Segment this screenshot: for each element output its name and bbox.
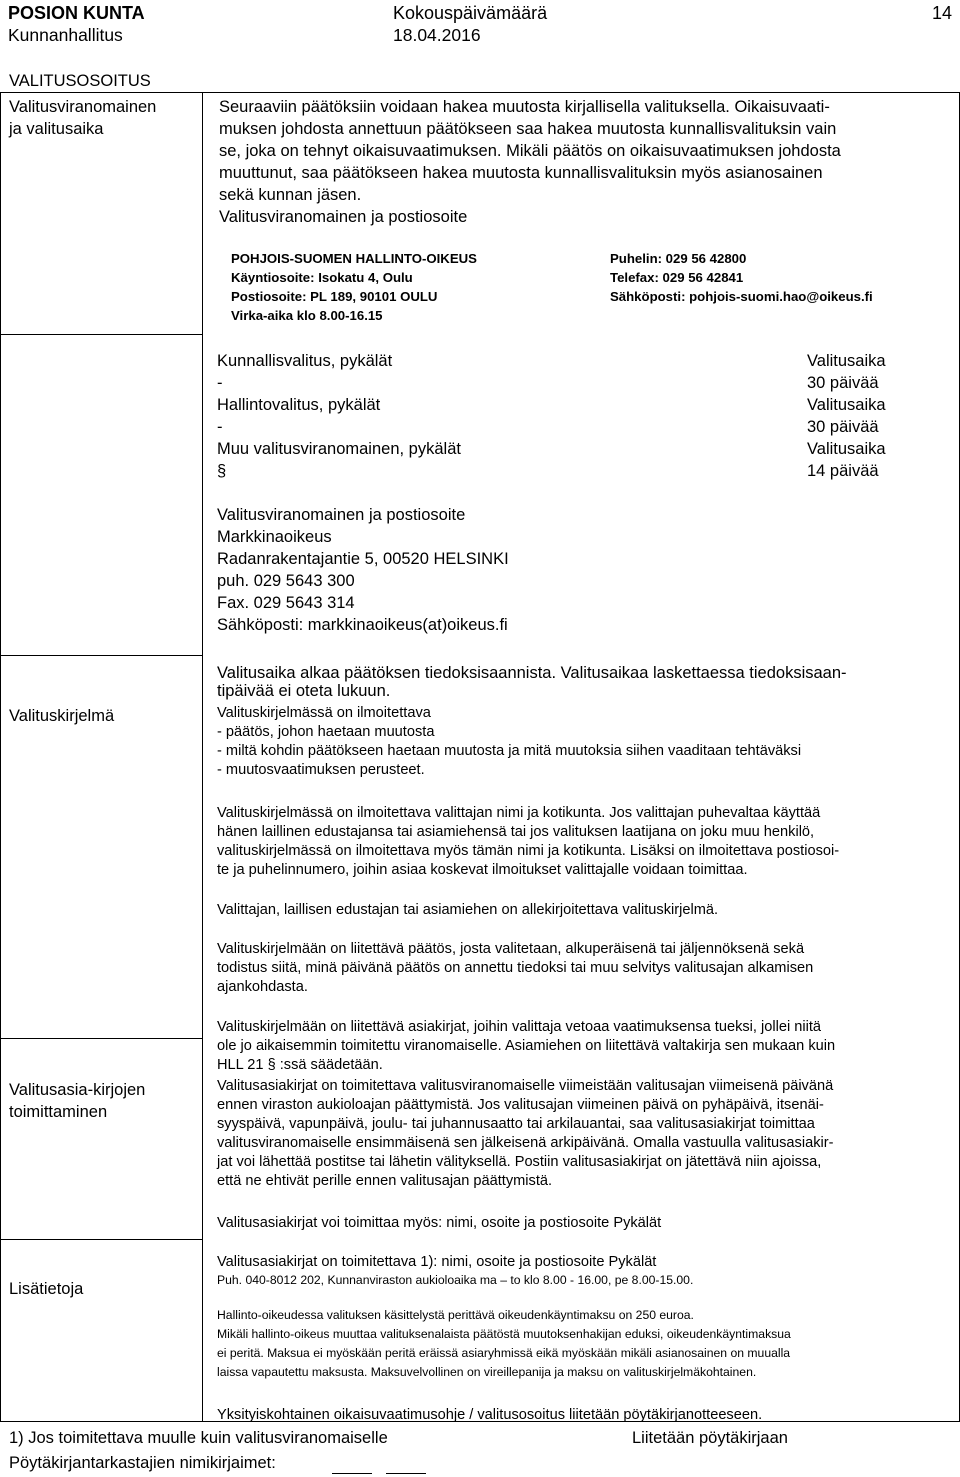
court-email: Sähköposti: pohjois-suomi.hao@oikeus.fi: [610, 289, 873, 304]
signature-label: Pöytäkirjantarkastajien nimikirjaimet:: [9, 1454, 276, 1472]
meeting-date-label: Kokouspäivämäärä: [393, 3, 548, 23]
appeal-time: 14 päivää: [807, 462, 879, 480]
delivery-para3: Valitusasiakirjat on toimitettava 1): nimi, osoite ja postiosoite Pykälät: [217, 1254, 657, 1270]
text-line: syyspäivä, vapunpäivä, joulu- tai juhannusaatto tai arkilauantai, saa valitusasiakirjat toimittaa: [217, 1116, 815, 1132]
section-title: VALITUSOSOITUS: [9, 72, 151, 90]
text-line: ajankohdasta.: [217, 979, 308, 995]
appeal-type-sections: -: [217, 418, 223, 436]
appeal-time-label: Valitusaika: [807, 352, 886, 370]
text-line: Valitusviranomainen ja postiosoite: [217, 506, 466, 524]
appeal-time-label: Valitusaika: [807, 440, 886, 458]
text-line: Fax. 029 5643 314: [217, 594, 355, 612]
appeal-time: 30 päivää: [807, 418, 879, 436]
appeal-type-label: Muu valitusviranomainen, pykälät: [217, 440, 461, 458]
label-authority-line1: Valitusviranomainen: [9, 98, 157, 116]
initials-line: [332, 1473, 372, 1474]
text-line: Valituskirjelmään on liitettävä asiakirjat, joihin valittaja vetoaa vaatimuksensa tueksi, jollei niitä: [217, 1019, 822, 1035]
text-line: te ja puhelinnumero, joihin asiaa koskevat ilmoitukset valittajalle voidaan toimittaa.: [217, 862, 748, 878]
text-line: hänen laillinen edustajansa tai asiamiehensä tai jos valituksen laatijana on joku muu henkilö,: [217, 824, 815, 840]
text-line: Valitusviranomainen ja postiosoite: [219, 208, 468, 226]
text-line: Seuraaviin päätöksiin voidaan hakea muutosta kirjallisella valituksella. Oikaisuvaati-: [219, 98, 830, 116]
text-line: muuttunut, saa päätökseen hakea muutosta kunnallisvalituksin myös asianosainen: [219, 164, 823, 182]
page-number: 14: [932, 3, 953, 23]
text-line: puh. 029 5643 300: [217, 572, 355, 590]
text-line: ole jo aikaisemmin toimitettu viranomaiselle. Asiamiehen on liitettävä valtakirja sen mukaan kuin: [217, 1038, 836, 1054]
appeal-letter-para3: Valittajan, laillisen edustajan tai asiamiehen on allekirjoitettava valituskirjelmä.: [217, 902, 719, 918]
text-line: Mikäli hallinto-oikeus muuttaa valituksenalaista päätöstä muutoksenhakijan eduksi, oikeudenkäyntimaksua: [217, 1327, 791, 1341]
label-appeal-letter: Valituskirjelmä: [9, 707, 115, 725]
label-authority-line2: ja valitusaika: [9, 120, 104, 138]
label-delivery-line2: toimittaminen: [9, 1103, 108, 1121]
text-line: HLL 21 § :ssä säädetään.: [217, 1057, 383, 1073]
appeal-type-label: Kunnallisvalitus, pykälät: [217, 352, 393, 370]
initials-line: [386, 1473, 426, 1474]
text-line: Puh. 040-8012 202, Kunnanviraston aukioloaika ma – to klo 8.00 - 16.00, pe 8.00-15.00.: [217, 1273, 694, 1287]
label-delivery-line1: Valitusasia-kirjojen: [9, 1081, 146, 1099]
text-line: että ne ehtivät perille ennen valitusajan päättymistä.: [217, 1173, 553, 1189]
text-line: ei peritä. Maksua ei myöskään peritä eräissä asiaryhmissä eikä myöskään mikäli asianosainen on muualla: [217, 1346, 791, 1360]
text-line: tipäivää ei oteta lukuun.: [217, 682, 391, 700]
attached-note: Liitetään pöytäkirjaan: [632, 1429, 788, 1447]
text-line: Valitusasiakirjat on toimitettava valitusviranomaiselle viimeistään valitusajan viimeisenä päivänä: [217, 1078, 834, 1094]
text-line: laissa vapautettu maksusta. Maksuvelvollinen on vireillepanija ja maksu on valituskirjelmäkohtainen.: [217, 1365, 757, 1379]
text-line: todistus siitä, minä päivänä päätös on annettu tiedoksi tai muu selvitys valitusajan alkamisen: [217, 960, 814, 976]
delivery-para2: Valitusasiakirjat voi toimittaa myös: nimi, osoite ja postiosoite Pykälät: [217, 1215, 662, 1231]
appeal-type-label: Hallintovalitus, pykälät: [217, 396, 381, 414]
footnote: 1) Jos toimitettava muulle kuin valitusviranomaiselle: [9, 1429, 388, 1447]
text-line: valitusviranomaiselle ensimmäisenä sen jälkeisenä arkipäivänä. Omalla vastuulla valitusasiakir-: [217, 1135, 834, 1151]
meeting-date: 18.04.2016: [393, 25, 481, 45]
text-line: muksen johdosta annettuun päätökseen saa hakea muutosta kunnallisvalituksin vain: [219, 120, 837, 138]
text-line: Hallinto-oikeudessa valituksen käsittelystä perittävä oikeudenkäyntimaksu on 250 euroa.: [217, 1308, 694, 1322]
text-line: - päätös, johon haetaan muutosta: [217, 724, 435, 740]
label-additional-info: Lisätietoja: [9, 1280, 84, 1298]
appeal-type-sections: -: [217, 374, 223, 392]
text-line: jat voi lähettää postitse tai lähetin välityksellä. Postiin valitusasiakirjat on jätettävä niin ajoissa,: [217, 1154, 822, 1170]
text-line: sekä kunnan jäsen.: [219, 186, 362, 204]
row-divider: [0, 1239, 202, 1240]
committee-name: Kunnanhallitus: [8, 25, 123, 45]
table-left-border: [0, 92, 1, 1422]
court-fax: Telefax: 029 56 42841: [610, 270, 744, 285]
text-line: Valitusaika alkaa päätöksen tiedoksisaannista. Valitusaikaa laskettaessa tiedoksisaan-: [217, 664, 847, 682]
court-postal-address: Postiosoite: PL 189, 90101 OULU: [231, 289, 438, 304]
court-name: POHJOIS-SUOMEN HALLINTO-OIKEUS: [231, 251, 477, 266]
row-divider: [0, 655, 202, 656]
text-line: valituskirjelmässä on ilmoitettava myös tämän nimi ja kotikunta. Lisäksi on ilmoitettava postiosoi-: [217, 843, 840, 859]
text-line: Radanrakentajantie 5, 00520 HELSINKI: [217, 550, 509, 568]
text-line: se, joka on tehnyt oikaisuvaatimuksen. Mikäli päätös on oikaisuvaatimuksen johdosta: [219, 142, 841, 160]
text-line: - muutosvaatimuksen perusteet.: [217, 762, 425, 778]
text-line: - miltä kohdin päätökseen haetaan muutosta ja mitä muutoksia siihen vaaditaan tehtäväksi: [217, 743, 802, 759]
row-divider: [0, 334, 202, 335]
appeal-time-label: Valitusaika: [807, 396, 886, 414]
table-top-border: [0, 92, 960, 93]
table-column-divider: [202, 92, 203, 1422]
row-divider: [0, 1038, 202, 1039]
text-line: Valituskirjelmään on liitettävä päätös, josta valitetaan, alkuperäisenä tai jäljennöksenä sekä: [217, 941, 805, 957]
appeal-time: 30 päivää: [807, 374, 879, 392]
text-line: Valituskirjelmässä on ilmoitettava valittajan nimi ja kotikunta. Jos valittajan puhevaltaa käyttää: [217, 805, 821, 821]
court-visit-address: Käyntiosoite: Isokatu 4, Oulu: [231, 270, 413, 285]
appeal-type-sections: §: [217, 462, 227, 480]
court-office-hours: Virka-aika klo 8.00-16.15: [231, 308, 383, 323]
text-line: Valituskirjelmässä on ilmoitettava: [217, 705, 431, 721]
text-line: ennen viraston aukioloajan päättymistä. Jos valitusajan viimeinen päivä on pyhäpäivä, itsenäi-: [217, 1097, 824, 1113]
text-line: Sähköposti: markkinaoikeus(at)oikeus.fi: [217, 616, 508, 634]
text-line: Markkinaoikeus: [217, 528, 332, 546]
court-phone: Puhelin: 029 56 42800: [610, 251, 747, 266]
text-line: Yksityiskohtainen oikaisuvaatimusohje / valitusosoitus liitetään pöytäkirjanotteeseen.: [217, 1407, 763, 1423]
org-name: POSION KUNTA: [8, 3, 145, 23]
